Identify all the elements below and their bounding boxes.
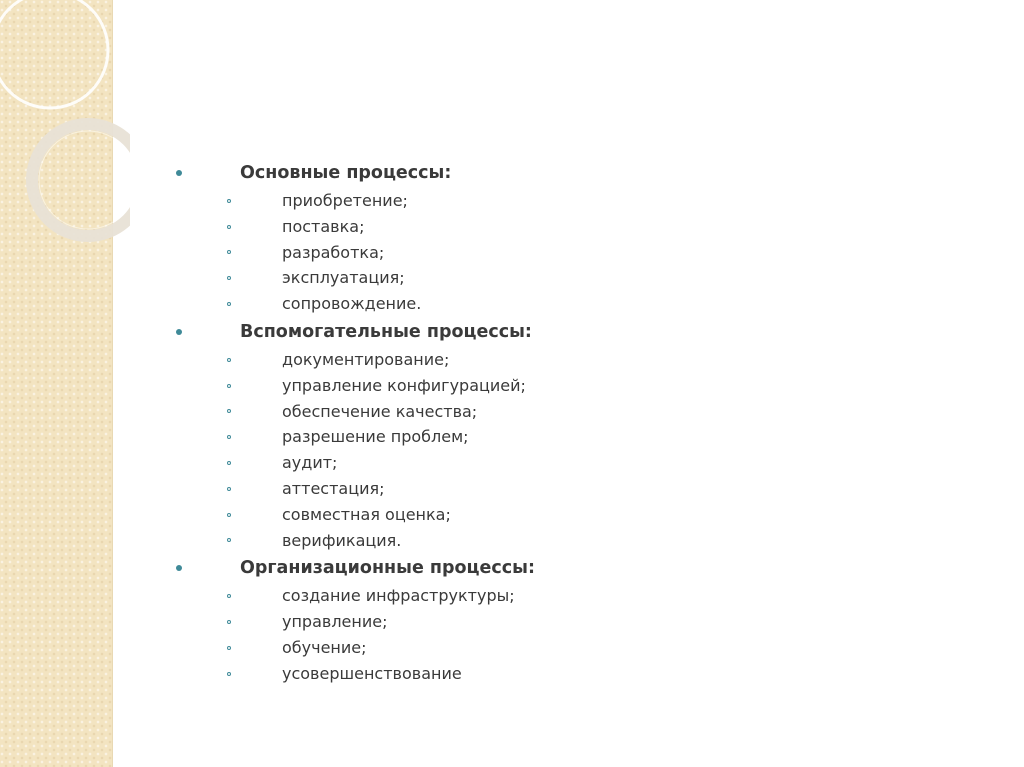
list-item-text: совместная оценка; [282,504,451,524]
list-item [160,291,920,317]
hollow-circle-icon [223,583,235,609]
filled-circle-icon [172,158,186,188]
list-item-text: аттестация; [282,478,385,498]
list-item [160,635,920,661]
list-item [160,214,920,240]
list-item [160,583,920,609]
list-item [160,502,920,528]
list-item-text: управление; [282,612,388,632]
hollow-circle-icon [223,240,235,266]
decorative-rings [0,0,130,260]
decorative-ring-bottom [32,124,130,236]
slide-content [160,158,920,687]
hollow-circle-icon [223,476,235,502]
filled-circle-icon [172,317,186,347]
list-item-text: управление конфигурацией; [282,375,526,395]
list-item-text: разрешение проблем; [282,427,469,447]
list-item [160,188,920,214]
list-item [160,424,920,450]
decorative-ring-top [0,0,108,108]
list-item [160,265,920,291]
list-item [160,240,920,266]
list-item-text: создание инфраструктуры; [282,586,515,606]
list-item-text: приобретение; [282,191,408,210]
hollow-circle-icon [223,502,235,528]
list-item-text: обучение; [282,637,367,657]
list-item [160,399,920,425]
section-title-text: Основные процессы: [240,163,452,183]
list-item-text: эксплуатация; [282,268,405,288]
list-item-text: разработка; [282,242,385,262]
hollow-circle-icon [223,528,235,554]
list-item-text: документирование; [282,349,450,369]
section-title [160,317,920,347]
hollow-circle-icon [223,291,235,317]
hollow-circle-icon [223,188,235,214]
list-item [160,450,920,476]
hollow-circle-icon [223,214,235,240]
section-items [160,188,920,317]
process-section [160,553,920,686]
section-title [160,158,920,188]
list-item-text: верификация. [282,530,402,550]
list-item [160,528,920,554]
hollow-circle-icon [223,661,235,687]
list-item [160,661,920,687]
hollow-circle-icon [223,265,235,291]
hollow-circle-icon [223,635,235,661]
list-item-text: поставка; [282,216,365,236]
process-section [160,317,920,553]
hollow-circle-icon [223,373,235,399]
list-item [160,476,920,502]
filled-circle-icon [172,553,186,583]
list-item-text: обеспечение качества; [282,401,478,421]
list-item [160,609,920,635]
hollow-circle-icon [223,399,235,425]
list-item [160,347,920,373]
hollow-circle-icon [223,609,235,635]
process-section [160,158,920,317]
section-items [160,583,920,686]
hollow-circle-icon [223,424,235,450]
hollow-circle-icon [223,450,235,476]
list-item-text: аудит; [282,453,338,473]
section-items [160,347,920,553]
list-item-text: усовершенствование [282,663,462,683]
section-title-text: Вспомогательные процессы: [240,321,532,342]
decorative-ring-bottom-inner [39,131,130,229]
section-title-text: Организационные процессы: [240,558,535,579]
section-title [160,553,920,583]
list-item [160,373,920,399]
list-item-text: сопровождение. [282,294,422,314]
hollow-circle-icon [223,347,235,373]
